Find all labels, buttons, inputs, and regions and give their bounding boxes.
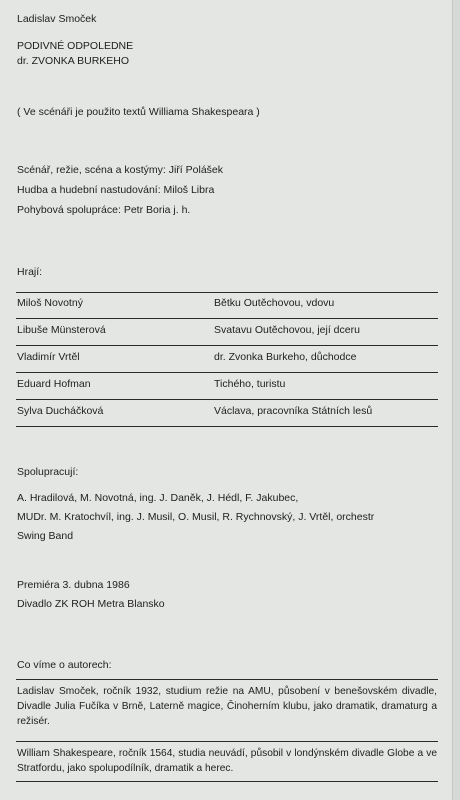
divider <box>16 399 438 400</box>
shakespeare-note: ( Ve scénáři je použito textů Williama Shakespeara ) <box>17 106 260 118</box>
cast-actor: Miloš Novotný <box>17 297 83 309</box>
cast-heading: Hrají: <box>17 266 43 278</box>
cast-role: dr. Zvonka Burkeho, důchodce <box>214 351 357 363</box>
cast-role: Václava, pracovníka Státních lesů <box>214 405 373 417</box>
author-bio-shakespeare: William Shakespeare, ročník 1564, studia neuvádí, působil v londýnském divadle Globe a ve Stratfordu, jako spolupodílník, dramatik a herec. <box>17 748 437 774</box>
divider <box>16 679 438 680</box>
author-name: Ladislav Smoček <box>17 13 97 25</box>
play-title-line2: dr. ZVONKA BURKEHO <box>17 55 130 67</box>
divider <box>16 318 438 319</box>
cast-actor: Sylva Ducháčková <box>17 405 104 417</box>
collaborators-line: MUDr. M. Kratochvíl, ing. J. Musil, O. Musil, R. Rychnovský, J. Vrtěl, orchestr <box>17 511 375 523</box>
cast-actor: Eduard Hofman <box>17 378 91 390</box>
play-title-line1: PODIVNÉ ODPOLEDNE <box>17 40 134 52</box>
author-bio-smocek: Ladislav Smoček, ročník 1932, studium režie na AMU, působení v benešovském divadle, Divadle Julia Fučíka v Brně, Laterně magice, Činoherním klubu, jako dramatik, dramaturg a režisér. <box>17 686 437 727</box>
collaborators-heading: Spolupracují: <box>17 466 79 478</box>
divider <box>16 781 438 782</box>
cast-actor: Libuše Münsterová <box>17 324 106 336</box>
divider <box>16 741 438 742</box>
premiere-date: Premiéra 3. dubna 1986 <box>17 579 130 591</box>
collaborators-line: Swing Band <box>17 530 74 542</box>
cast-actor: Vladimír Vrtěl <box>17 351 80 363</box>
divider <box>16 292 438 293</box>
credit-line: Pohybová spolupráce: Petr Boria j. h. <box>17 204 191 216</box>
divider <box>16 345 438 346</box>
divider <box>16 372 438 373</box>
cast-role: Bětku Outěchovou, vdovu <box>214 297 335 309</box>
authors-heading: Co víme o autorech: <box>17 659 112 671</box>
credit-line: Scénář, režie, scéna a kostýmy: Jiří Polášek <box>17 164 223 176</box>
cast-role: Svatavu Outěchovou, její dceru <box>214 324 360 336</box>
credit-line: Hudba a hudební nastudování: Miloš Libra <box>17 184 215 196</box>
premiere-venue: Divadlo ZK ROH Metra Blansko <box>17 598 165 610</box>
cast-role: Tichého, turistu <box>214 378 286 390</box>
collaborators-line: A. Hradilová, M. Novotná, ing. J. Daněk, J. Hédl, F. Jakubec, <box>17 492 299 504</box>
divider <box>16 426 438 427</box>
